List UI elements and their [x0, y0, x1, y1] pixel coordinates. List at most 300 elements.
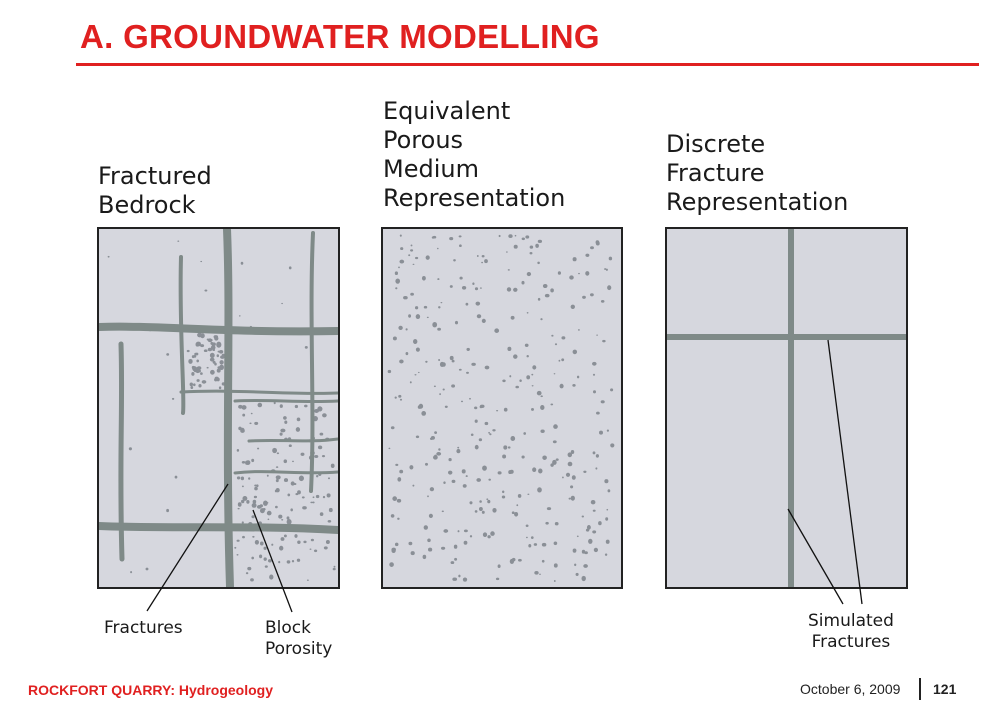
pore-speckle: [534, 571, 538, 575]
pore-speckle: [581, 576, 585, 581]
pore-speckle: [411, 551, 415, 555]
pore-speckle: [498, 564, 501, 568]
fractured-bedrock-panel: [97, 227, 340, 589]
pore-speckle: [555, 522, 559, 525]
pore-speckle: [238, 508, 240, 510]
pore-speckle: [475, 420, 478, 423]
pore-speckle: [593, 390, 596, 393]
pore-speckle: [538, 240, 542, 243]
pore-speckle: [555, 343, 557, 345]
pore-speckle: [451, 561, 455, 564]
pore-speckle: [256, 484, 258, 487]
pore-speckle: [297, 490, 301, 494]
pore-speckle: [399, 360, 404, 364]
pore-speckle: [434, 386, 436, 388]
heading-line: Fracture: [666, 159, 765, 187]
pore-speckle: [459, 277, 462, 280]
pore-speckle: [610, 443, 614, 447]
pore-speckle: [425, 361, 427, 363]
pore-speckle: [545, 294, 550, 298]
pore-speckle: [254, 487, 258, 491]
pore-speckle: [397, 518, 399, 520]
pore-speckle: [525, 235, 529, 238]
pore-speckle: [578, 329, 580, 331]
pore-speckle: [436, 452, 441, 456]
pore-speckle: [289, 266, 292, 269]
pore-speckle: [463, 484, 467, 488]
pore-speckle: [314, 549, 317, 552]
pore-speckle: [272, 448, 277, 453]
pore-speckle: [188, 359, 192, 364]
porous-medium-illustration: [383, 229, 621, 587]
pore-speckle: [247, 567, 251, 570]
pore-speckle: [475, 287, 478, 290]
pore-speckle: [324, 546, 328, 549]
pore-speckle: [451, 384, 455, 387]
pore-speckle: [427, 495, 429, 497]
pore-speckle: [481, 262, 483, 264]
pore-speckle: [521, 281, 524, 285]
pore-speckle: [432, 322, 437, 327]
pore-speckle: [464, 530, 468, 533]
discrete-fracture-illustration: [667, 229, 906, 587]
pore-speckle: [277, 452, 279, 454]
pore-speckle: [314, 409, 319, 413]
pore-speckle: [601, 400, 605, 403]
pore-speckle: [542, 543, 547, 547]
pore-speckle: [193, 383, 196, 386]
pore-speckle: [438, 359, 440, 361]
pore-speckle: [480, 405, 485, 408]
heading-line: Representation: [666, 188, 849, 216]
pore-speckle: [281, 303, 283, 304]
pore-speckle: [522, 238, 525, 241]
pore-speckle: [452, 480, 456, 483]
pore-speckle: [542, 455, 547, 460]
heading-line: Porous: [383, 126, 464, 154]
pore-speckle: [297, 540, 300, 543]
pore-speckle: [245, 461, 249, 465]
pore-speckle: [582, 550, 585, 554]
pore-speckle: [496, 578, 499, 581]
pore-speckle: [538, 469, 542, 474]
pore-speckle: [307, 580, 309, 581]
pore-speckle: [577, 536, 579, 538]
pore-speckle: [265, 565, 268, 567]
pore-speckle: [498, 471, 502, 474]
pore-speckle: [295, 405, 298, 408]
pore-speckle: [531, 408, 534, 411]
horizontal-fracture: [249, 439, 338, 441]
pore-speckle: [609, 257, 612, 261]
pore-speckle: [237, 476, 240, 479]
pore-speckle: [591, 500, 596, 504]
pore-speckle: [526, 355, 528, 357]
pore-speckle: [408, 314, 411, 317]
pore-speckle: [254, 496, 257, 498]
pore-speckle: [413, 264, 415, 265]
pore-speckle: [610, 388, 613, 391]
pore-speckle: [322, 413, 327, 417]
pore-speckle: [276, 466, 278, 468]
pore-speckle: [219, 350, 223, 354]
pore-speckle: [434, 431, 437, 434]
pore-speckle: [573, 350, 577, 355]
pore-speckle: [554, 580, 556, 582]
pore-speckle: [572, 384, 575, 387]
horizontal-fracture: [99, 526, 338, 530]
pore-speckle: [605, 553, 607, 556]
pore-speckle: [482, 511, 485, 514]
pore-speckle: [312, 501, 315, 503]
pore-speckle: [606, 540, 610, 544]
pore-speckle: [241, 405, 246, 410]
pore-speckle: [252, 536, 254, 538]
pore-speckle: [287, 519, 292, 525]
pore-speckle: [202, 380, 207, 384]
horizontal-fracture: [181, 391, 338, 393]
pore-speckle: [510, 559, 514, 564]
pore-speckle: [217, 354, 219, 357]
pore-speckle: [537, 391, 542, 396]
pore-speckle: [412, 485, 414, 487]
pore-speckle: [267, 511, 272, 516]
pore-speckle: [391, 514, 395, 518]
pore-speckle: [433, 236, 437, 239]
pore-speckle: [466, 348, 469, 351]
pore-speckle: [388, 370, 391, 373]
pore-speckle: [427, 317, 429, 318]
pore-speckle: [395, 543, 399, 547]
pore-speckle: [477, 314, 481, 318]
pore-speckle: [569, 275, 574, 279]
pore-speckle: [492, 508, 496, 513]
pore-speckle: [472, 282, 474, 285]
pore-speckle: [260, 508, 265, 513]
pore-speckle: [585, 254, 589, 257]
pore-speckle: [537, 262, 540, 264]
pore-speckle: [477, 255, 479, 257]
pore-speckle: [590, 246, 594, 249]
pore-speckle: [237, 449, 239, 452]
pore-speckle: [196, 342, 200, 346]
pore-speckle: [479, 500, 482, 503]
pore-speckle: [607, 429, 609, 431]
pore-speckle: [251, 515, 254, 518]
heading-line: Medium: [383, 155, 479, 183]
pore-speckle: [276, 488, 280, 492]
pore-speckle: [540, 395, 542, 397]
pore-speckle: [479, 507, 483, 511]
pore-speckle: [329, 508, 333, 512]
pore-speckle: [596, 412, 600, 415]
pore-speckle: [294, 483, 297, 485]
pore-speckle: [574, 564, 576, 567]
pore-speckle: [303, 541, 306, 544]
vertical-fracture: [227, 229, 230, 587]
heading-fractured-bedrock: [98, 162, 212, 220]
pore-speckle: [323, 496, 325, 498]
pore-speckle: [326, 540, 330, 544]
pore-speckle: [204, 289, 207, 291]
pore-speckle: [275, 506, 278, 509]
pore-speckle: [208, 350, 210, 352]
pore-speckle: [423, 555, 427, 559]
pore-speckle: [601, 300, 605, 303]
pore-speckle: [516, 504, 518, 506]
pore-speckle: [566, 473, 570, 477]
pore-speckle: [397, 499, 401, 503]
pore-speckle: [469, 398, 471, 400]
pore-speckle: [197, 333, 202, 338]
pore-speckle: [251, 557, 254, 560]
pore-speckle: [448, 471, 452, 475]
pore-speckle: [485, 366, 490, 370]
pore-speckle: [290, 508, 293, 511]
pore-speckle: [129, 447, 132, 450]
pore-speckle: [399, 470, 403, 474]
horizontal-fracture: [235, 472, 338, 473]
pore-speckle: [486, 498, 488, 500]
pore-speckle: [431, 436, 435, 440]
pore-speckle: [484, 259, 488, 263]
pore-speckle: [207, 367, 209, 369]
pore-speckle: [426, 255, 430, 259]
pore-speckle: [302, 506, 307, 509]
pore-speckle: [191, 372, 194, 376]
pore-speckle: [219, 386, 221, 389]
pore-speckle: [540, 318, 542, 320]
block-porosity-label: [265, 618, 332, 660]
pore-speckle: [257, 505, 262, 509]
pore-speckle: [496, 410, 498, 411]
pore-speckle: [539, 574, 541, 575]
pore-speckle: [410, 381, 412, 383]
pore-speckle: [200, 372, 203, 375]
pore-speckle: [328, 477, 330, 479]
pore-speckle: [594, 548, 598, 552]
pore-speckle: [487, 535, 490, 538]
pore-speckle: [561, 336, 565, 339]
pore-speckle: [453, 259, 456, 261]
pore-speckle: [527, 494, 529, 495]
pore-speckle: [474, 407, 477, 410]
pore-speckle: [200, 261, 202, 262]
label-line: Fractures: [811, 632, 891, 652]
pore-speckle: [531, 374, 533, 376]
pore-speckle: [298, 559, 300, 561]
pore-speckle: [146, 568, 149, 571]
pore-speckle: [531, 536, 534, 539]
pore-speckle: [515, 235, 517, 237]
pore-speckle: [542, 560, 545, 563]
pore-speckle: [289, 444, 292, 447]
pore-speckle: [267, 475, 269, 477]
pore-speckle: [320, 512, 324, 516]
pore-speckle: [212, 349, 215, 351]
pore-speckle: [190, 386, 193, 389]
pore-speckle: [582, 515, 584, 517]
pore-speckle: [604, 479, 608, 483]
pore-speckle: [482, 466, 487, 471]
pore-speckle: [512, 511, 515, 514]
pore-speckle: [398, 326, 402, 330]
pore-speckle: [490, 531, 495, 536]
label-line: Block: [265, 618, 311, 638]
pore-speckle: [257, 448, 259, 450]
pore-speckle: [561, 358, 564, 361]
pore-speckle: [530, 246, 534, 249]
pore-speckle: [411, 244, 413, 246]
pore-speckle: [281, 519, 283, 521]
pore-speckle: [219, 365, 224, 370]
pore-speckle: [197, 369, 201, 372]
pore-speckle: [449, 237, 453, 240]
pore-speckle: [462, 469, 466, 473]
pore-speckle: [297, 417, 301, 421]
pore-speckle: [528, 544, 531, 548]
pore-speckle: [296, 427, 300, 432]
pore-speckle: [287, 516, 290, 519]
pore-speckle: [395, 397, 397, 399]
pore-speckle: [400, 399, 402, 401]
pore-speckle: [427, 538, 430, 542]
pore-speckle: [508, 446, 511, 448]
footer-separator: [919, 678, 921, 700]
pore-speckle: [198, 384, 201, 388]
pore-speckle: [532, 365, 536, 369]
pore-speckle: [130, 571, 132, 573]
pore-speckle: [521, 455, 524, 458]
pore-speckle: [545, 522, 548, 525]
pore-speckle: [214, 378, 217, 381]
pore-speckle: [475, 445, 479, 450]
pore-speckle: [454, 545, 458, 549]
pore-speckle: [418, 372, 420, 373]
pore-speckle: [526, 375, 530, 379]
pore-speckle: [441, 302, 443, 303]
pore-speckle: [526, 525, 529, 528]
pore-speckle: [234, 547, 236, 549]
pore-speckle: [255, 540, 259, 545]
pore-speckle: [279, 546, 283, 551]
pore-speckle: [284, 478, 288, 482]
pore-speckle: [598, 521, 602, 525]
pore-speckle: [400, 234, 402, 236]
pore-speckle: [476, 478, 481, 482]
pore-speckle: [242, 486, 244, 488]
pore-speckle: [480, 287, 482, 288]
pore-speckle: [543, 284, 548, 288]
pore-speckle: [469, 501, 472, 504]
pore-speckle: [438, 306, 440, 308]
pore-speckle: [466, 475, 468, 477]
pore-speckle: [508, 269, 510, 271]
pore-speckle: [439, 393, 441, 395]
pore-speckle: [502, 490, 504, 493]
pore-speckle: [573, 257, 577, 261]
pore-speckle: [415, 257, 418, 259]
pore-speckle: [461, 401, 463, 403]
pore-speckle: [454, 558, 457, 561]
pore-speckle: [416, 435, 419, 438]
pore-speckle: [577, 376, 579, 379]
pore-speckle: [240, 429, 245, 433]
pore-speckle: [328, 520, 332, 523]
pore-speckle: [570, 485, 573, 488]
pore-speckle: [241, 262, 244, 265]
pore-speckle: [313, 496, 315, 498]
pore-speckle: [464, 541, 468, 545]
pore-speckle: [507, 347, 511, 351]
heading-line: Equivalent: [383, 97, 511, 125]
pore-speckle: [576, 573, 579, 576]
pore-speckle: [299, 476, 304, 482]
pore-speckle: [488, 432, 490, 434]
pore-speckle: [475, 510, 478, 513]
pore-speckle: [554, 542, 558, 546]
pore-speckle: [279, 515, 282, 518]
pore-speckle: [585, 271, 589, 276]
pore-speckle: [204, 349, 208, 352]
pore-speckle: [523, 432, 526, 435]
pore-speckle: [395, 464, 398, 466]
pore-speckle: [310, 548, 312, 549]
pore-speckle: [434, 455, 437, 457]
pore-speckle: [608, 489, 611, 492]
heading-discrete-fracture: [666, 130, 848, 217]
pore-speckle: [482, 319, 486, 323]
pore-speckle: [514, 512, 518, 517]
pore-speckle: [283, 416, 287, 420]
pore-speckle: [166, 509, 169, 512]
pore-speckle: [406, 352, 409, 355]
pore-speckle: [550, 288, 554, 292]
pore-speckle: [593, 510, 596, 512]
pore-speckle: [443, 529, 448, 533]
pore-speckle: [406, 328, 408, 330]
pore-speckle: [596, 334, 598, 335]
discrete-fracture-panel: [665, 227, 908, 589]
pore-speckle: [284, 534, 287, 537]
pore-speckle: [172, 398, 174, 400]
pore-speckle: [177, 240, 179, 241]
pore-speckle: [108, 256, 110, 258]
pore-speckle: [583, 564, 588, 568]
pore-speckle: [305, 346, 308, 349]
pore-speckle: [586, 529, 589, 532]
pore-speckle: [408, 254, 410, 256]
pore-speckle: [502, 379, 505, 382]
pore-speckle: [471, 363, 476, 366]
pore-speckle: [511, 316, 515, 320]
pore-speckle: [562, 476, 564, 478]
vertical-fracture: [181, 257, 184, 413]
pore-speckle: [425, 463, 428, 466]
pore-speckle: [458, 530, 460, 532]
pore-speckle: [459, 244, 462, 247]
pore-speckle: [494, 328, 499, 333]
pore-speckle: [400, 247, 403, 250]
pore-speckle: [509, 375, 511, 377]
pore-speckle: [590, 293, 594, 296]
pore-speckle: [466, 303, 469, 306]
pore-speckle: [250, 578, 254, 581]
pore-speckle: [242, 461, 245, 464]
pore-speckle: [537, 487, 542, 492]
pore-speckle: [242, 521, 244, 523]
pore-speckle: [450, 285, 453, 288]
